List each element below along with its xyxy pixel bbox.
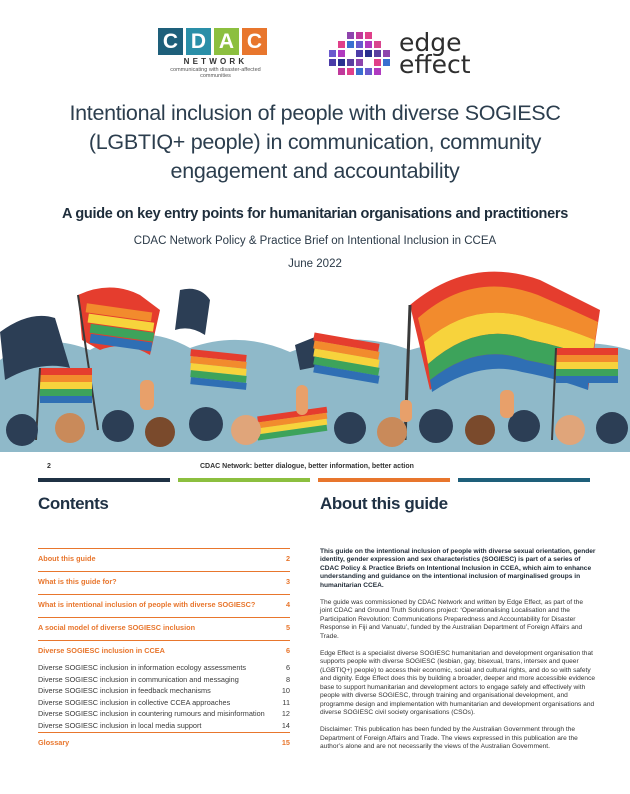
contents-heading: Contents xyxy=(38,494,109,513)
toc-entry-page: 15 xyxy=(281,738,290,747)
toc-entry-label: Diverse SOGIESC inclusion in countering rumours and misinformation xyxy=(38,709,265,718)
toc-entry-page: 2 xyxy=(285,554,290,563)
toc-entry-page: 10 xyxy=(281,686,290,695)
cdac-network-logo xyxy=(158,28,273,79)
about-heading: About this guide xyxy=(320,494,448,513)
toc-entry-page: 8 xyxy=(285,674,290,684)
toc-entry[interactable] xyxy=(38,594,290,617)
cover-date: June 2022 xyxy=(288,258,342,270)
running-header: CDAC Network: better dialogue, better information, better action xyxy=(200,463,414,470)
toc-entry[interactable] xyxy=(38,548,290,571)
about-paragraph: Disclaimer: This publication has been funded by the Australian Government through the Department of Foreign Affairs and Trade. The views expressed in this publication are the author’s alone and are not necessarily the views of the Australian Government. xyxy=(320,726,578,751)
toc-entry-label: Diverse SOGIESC inclusion in collective CCEA approaches xyxy=(38,697,231,707)
toc-entry-page: 6 xyxy=(285,663,290,672)
toc-entry[interactable] xyxy=(38,721,290,733)
cdac-letter: C xyxy=(158,28,183,55)
edge-logo-line2: effect xyxy=(399,50,471,79)
cdac-letters xyxy=(158,28,273,55)
toc-entry-label: Diverse SOGIESC inclusion in local media support xyxy=(38,720,202,730)
dark-flag-center xyxy=(175,289,210,335)
toc-entry-label: Diverse SOGIESC inclusion in CCEA xyxy=(38,646,165,655)
toc-entry-label: What is this guide for? xyxy=(38,577,117,586)
cover-title: Intentional inclusion of people with diverse SOGIESC (LGBTIQ+ people) in communication, community engagement and accountability xyxy=(69,101,561,183)
header-color-bar xyxy=(458,478,590,482)
toc-entry[interactable] xyxy=(38,663,290,675)
toc-entry[interactable] xyxy=(38,732,290,755)
cdac-letter: C xyxy=(242,28,267,55)
toc-entry-label: Diverse SOGIESC inclusion in communication and messaging xyxy=(38,674,239,684)
toc-entry-label: Diverse SOGIESC inclusion in feedback mechanisms xyxy=(38,686,211,695)
about-paragraph: This guide on the intentional inclusion of people with diverse sexual orientation, gender identity, gender expression and sex characteristics (SOGIESC) is part of a series of CDAC Policy & Practice Briefs on Intentional Inclusion in CCEA, which aim to enhance understanding and guidance on the intentional inclusion of marginalised groups in humanitarian CCEA. xyxy=(320,548,596,589)
toc-entry-page: 5 xyxy=(285,623,290,632)
toc-entry-page: 4 xyxy=(285,600,290,609)
toc-entry-page: 14 xyxy=(281,720,290,730)
toc-entry-page: 12 xyxy=(281,709,290,718)
about-paragraph: The guide was commissioned by CDAC Network and written by Edge Effect, as part of the joint CDAC and Ground Truth Solutions project: ‘Operationalising Localisation and the Participation Revolution: Communications Preparedness and Accountability for Disaster Response in Fiji and Vanuatu’, funded by the Australian Department of Foreign Affairs and Trade. xyxy=(320,599,584,640)
toc-entry[interactable] xyxy=(38,617,290,640)
rainbow-flag-center xyxy=(190,349,246,390)
header-color-bar xyxy=(318,478,450,482)
toc-entry-page: 6 xyxy=(285,646,290,655)
toc-entry-label: Diverse SOGIESC inclusion in information ecology assessments xyxy=(38,663,247,672)
cdac-tagline: communicating with disaster-affected communities xyxy=(170,67,261,79)
header-color-bar xyxy=(178,478,310,482)
header-color-bars xyxy=(38,478,590,482)
edge-effect-logo xyxy=(327,30,471,78)
toc-entry-label: Glossary xyxy=(38,738,70,747)
toc-entry[interactable] xyxy=(38,640,290,663)
table-of-contents xyxy=(38,548,290,755)
cdac-network-label: NETWORK xyxy=(183,57,248,66)
header-color-bar xyxy=(38,478,170,482)
page-number: 2 xyxy=(47,463,51,470)
toc-entry[interactable] xyxy=(38,686,290,698)
toc-entry-label: About this guide xyxy=(38,554,96,563)
cover-subtitle: A guide on key entry points for humanitarian organisations and practitioners xyxy=(62,206,568,222)
about-paragraph: Edge Effect is a specialist diverse SOGIESC humanitarian and development organisation that supports people with diverse SOGIESC (lesbian, gay, bisexual, trans, intersex and queer (LGBTIQ+) people) to access their economic, social and cultural rights, and do so with safety and dignity. Edge Effect does this by building a broader, deeper and more accessible evidence base to support humanitarian and development actors to engage safely and effectively with people with diverse SOGIESC, through training and organisational development, and programme design and implementation with humanitarian and development organisations and diverse SOGIESC civil society organisations (CSOs). xyxy=(320,650,596,716)
toc-entry[interactable] xyxy=(38,571,290,594)
toc-entry[interactable] xyxy=(38,698,290,710)
cdac-letter: D xyxy=(186,28,211,55)
about-body-text xyxy=(320,548,596,761)
toc-entry-label: What is intentional inclusion of people with diverse SOGIESC? xyxy=(38,600,256,609)
toc-entry-page: 11 xyxy=(282,697,290,707)
toc-entry-page: 3 xyxy=(285,577,290,586)
edge-logo-line1: edge xyxy=(399,28,462,57)
cdac-letter: A xyxy=(214,28,239,55)
toc-entry-label: A social model of diverse SOGIESC inclusion xyxy=(38,623,196,632)
edge-effect-mosaic-icon xyxy=(327,30,393,78)
pride-crowd-illustration xyxy=(0,240,630,452)
toc-entry[interactable] xyxy=(38,675,290,687)
cover-series: CDAC Network Policy & Practice Brief on Intentional Inclusion in CCEA xyxy=(133,235,497,247)
toc-entry[interactable] xyxy=(38,709,290,721)
